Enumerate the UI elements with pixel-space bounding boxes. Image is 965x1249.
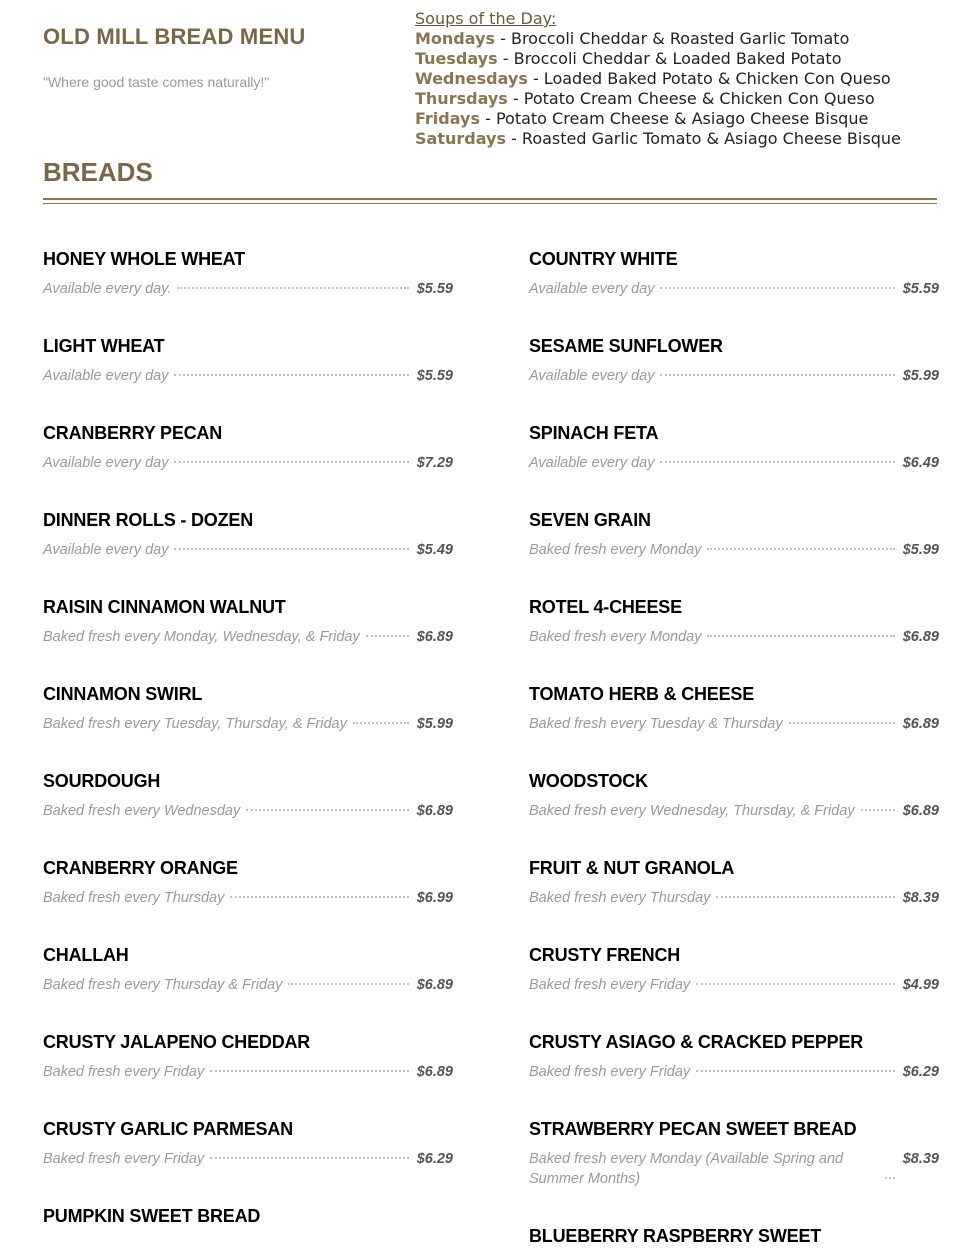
menu-item <box>529 246 939 333</box>
item-detail <box>529 1062 939 1082</box>
item-spacer <box>529 647 939 681</box>
item-name: SOURDOUGH <box>43 771 161 791</box>
item-name: SEVEN GRAIN <box>529 510 651 530</box>
item-price: $6.89 <box>902 629 939 645</box>
item-detail <box>529 366 939 386</box>
item-detail <box>43 888 453 908</box>
item-description: Available every day. <box>43 281 172 297</box>
item-spacer <box>43 908 453 942</box>
item-price: $6.99 <box>416 890 453 906</box>
soup-text: - Loaded Baked Potato & Chicken Con Queso <box>527 69 891 88</box>
item-description: Available every day <box>43 368 169 384</box>
item-description: Available every day <box>529 368 655 384</box>
dot-leader <box>696 983 895 985</box>
item-price: $6.89 <box>416 803 453 819</box>
item-spacer <box>43 386 453 420</box>
item-description: Available every day <box>43 542 169 558</box>
item-name: HONEY WHOLE WHEAT <box>43 249 245 269</box>
item-spacer <box>529 821 939 855</box>
menu-item <box>43 246 453 333</box>
menu-item <box>529 1223 939 1249</box>
dot-leader <box>210 1157 409 1159</box>
item-description: Baked fresh every Wednesday, Thursday, & Friday <box>529 803 855 819</box>
item-detail <box>43 1149 453 1169</box>
item-spacer <box>529 995 939 1029</box>
item-description: Baked fresh every Monday <box>529 629 702 645</box>
item-spacer <box>43 995 453 1029</box>
dot-leader <box>174 374 408 376</box>
item-detail <box>43 540 453 560</box>
soup-day: Tuesdays <box>415 49 498 68</box>
soup-text: - Potato Cream Cheese & Asiago Cheese Bisque <box>480 109 869 128</box>
item-description: Baked fresh every Friday <box>43 1151 205 1167</box>
item-name: CRUSTY JALAPENO CHEDDAR <box>43 1032 311 1052</box>
dot-leader <box>707 548 894 550</box>
item-detail <box>43 714 453 734</box>
dot-leader <box>366 635 409 637</box>
item-spacer <box>529 299 939 333</box>
item-spacer <box>529 560 939 594</box>
item-detail <box>529 453 939 473</box>
item-name: CRUSTY FRENCH <box>529 945 681 965</box>
menu-item <box>43 1116 453 1203</box>
item-price: $6.89 <box>416 629 453 645</box>
dot-leader <box>177 287 408 289</box>
breads-column-right <box>529 246 939 1249</box>
menu-item <box>43 594 453 681</box>
soup-line <box>415 129 901 149</box>
menu-item <box>43 768 453 855</box>
dot-leader <box>861 809 895 811</box>
item-detail <box>43 366 453 386</box>
item-detail <box>43 627 453 647</box>
item-detail <box>529 1149 939 1189</box>
item-name: BLUEBERRY RASPBERRY SWEET <box>529 1226 822 1246</box>
item-description: Baked fresh every Monday (Available Spring and Summer Months) <box>529 1151 844 1187</box>
item-price: $6.29 <box>416 1151 453 1167</box>
item-detail <box>529 279 939 299</box>
item-detail <box>529 714 939 734</box>
dot-leader <box>210 1070 409 1072</box>
soup-line <box>415 69 901 89</box>
soup-day: Fridays <box>415 109 480 128</box>
menu-item <box>529 420 939 507</box>
item-spacer <box>529 908 939 942</box>
menu-item <box>529 768 939 855</box>
soup-day: Thursdays <box>415 89 508 108</box>
menu-item <box>529 594 939 681</box>
menu-item <box>529 1029 939 1116</box>
tagline: "Where good taste comes naturally!" <box>43 74 270 90</box>
item-price: $6.89 <box>902 716 939 732</box>
section-divider-thin <box>43 203 937 204</box>
item-spacer <box>43 1169 453 1203</box>
dot-leader <box>230 896 408 898</box>
dot-leader <box>246 809 409 811</box>
menu-item <box>43 1029 453 1116</box>
item-description: Baked fresh every Wednesday <box>43 803 241 819</box>
item-price: $5.49 <box>416 542 453 558</box>
item-name: PUMPKIN SWEET BREAD <box>43 1206 261 1226</box>
item-spacer <box>43 734 453 768</box>
item-spacer <box>43 647 453 681</box>
dot-leader <box>789 722 895 724</box>
item-name: CRANBERRY PECAN <box>43 423 223 443</box>
item-description: Baked fresh every Thursday <box>43 890 225 906</box>
item-name: SPINACH FETA <box>529 423 659 443</box>
item-name: LIGHT WHEAT <box>43 336 165 356</box>
soup-text: - Roasted Garlic Tomato & Asiago Cheese Bisque <box>505 129 901 148</box>
item-description: Baked fresh every Thursday <box>529 890 711 906</box>
item-name: CRANBERRY ORANGE <box>43 858 238 878</box>
dot-leader <box>288 983 408 985</box>
menu-item <box>43 333 453 420</box>
dot-leader <box>353 722 409 724</box>
soup-text: - Potato Cream Cheese & Chicken Con Queso <box>507 89 875 108</box>
soup-line <box>415 29 901 49</box>
soup-line <box>415 89 901 109</box>
item-detail <box>43 279 453 299</box>
dot-leader <box>660 374 894 376</box>
item-spacer <box>529 734 939 768</box>
item-spacer <box>43 299 453 333</box>
menu-item <box>43 420 453 507</box>
item-price: $5.99 <box>416 716 453 732</box>
item-name: CHALLAH <box>43 945 129 965</box>
breads-column-left <box>43 246 453 1229</box>
item-price: $5.99 <box>902 368 939 384</box>
dot-leader <box>696 1070 895 1072</box>
item-spacer <box>529 473 939 507</box>
item-price: $4.99 <box>902 977 939 993</box>
soup-day: Mondays <box>415 29 496 48</box>
item-spacer <box>43 473 453 507</box>
dot-leader <box>174 548 408 550</box>
item-description: Available every day <box>529 281 655 297</box>
dot-leader <box>716 896 894 898</box>
dot-leader <box>660 287 894 289</box>
item-detail <box>529 801 939 821</box>
menu-item <box>529 1116 939 1223</box>
item-name: TOMATO HERB & CHEESE <box>529 684 755 704</box>
menu-item <box>43 507 453 594</box>
item-price: $6.89 <box>416 1064 453 1080</box>
menu-item <box>43 1203 453 1229</box>
dot-leader <box>174 461 408 463</box>
item-name: DINNER ROLLS - DOZEN <box>43 510 253 530</box>
item-description: Baked fresh every Friday <box>529 1064 691 1080</box>
dot-leader <box>885 1177 895 1179</box>
item-description: Baked fresh every Thursday & Friday <box>43 977 283 993</box>
item-name: FRUIT & NUT GRANOLA <box>529 858 735 878</box>
soups-heading: Soups of the Day: <box>415 9 557 28</box>
item-detail <box>529 888 939 908</box>
dot-leader <box>707 635 894 637</box>
item-description: Available every day <box>43 455 169 471</box>
section-title-breads: BREADS <box>43 157 153 187</box>
soup-day: Saturdays <box>415 129 506 148</box>
item-name: STRAWBERRY PECAN SWEET BREAD <box>529 1119 857 1139</box>
soup-line <box>415 49 901 69</box>
item-detail <box>529 540 939 560</box>
section-divider <box>43 198 937 200</box>
item-price: $6.89 <box>416 977 453 993</box>
item-price: $6.49 <box>902 455 939 471</box>
item-description: Baked fresh every Tuesday, Thursday, & Friday <box>43 716 347 732</box>
menu-item <box>43 942 453 1029</box>
item-price: $7.29 <box>416 455 453 471</box>
menu-title: OLD MILL BREAD MENU <box>43 24 306 49</box>
menu-item <box>529 333 939 420</box>
item-price: $5.59 <box>416 281 453 297</box>
menu-item <box>529 507 939 594</box>
item-detail <box>43 975 453 995</box>
item-spacer <box>43 821 453 855</box>
item-spacer <box>529 1082 939 1116</box>
item-spacer <box>529 386 939 420</box>
menu-item <box>43 681 453 768</box>
item-name: WOODSTOCK <box>529 771 648 791</box>
item-spacer <box>529 1189 939 1223</box>
item-name: CRUSTY GARLIC PARMESAN <box>43 1119 293 1139</box>
item-price: $5.59 <box>416 368 453 384</box>
item-spacer <box>43 1082 453 1116</box>
menu-item <box>529 681 939 768</box>
item-description: Baked fresh every Tuesday & Thursday <box>529 716 783 732</box>
item-detail <box>43 801 453 821</box>
dot-leader <box>660 461 894 463</box>
item-name: CINNAMON SWIRL <box>43 684 203 704</box>
item-description: Baked fresh every Friday <box>529 977 691 993</box>
item-description: Baked fresh every Monday, Wednesday, & Friday <box>43 629 360 645</box>
item-price: $5.59 <box>902 281 939 297</box>
item-name: SESAME SUNFLOWER <box>529 336 723 356</box>
item-name: CRUSTY ASIAGO & CRACKED PEPPER <box>529 1032 864 1052</box>
item-detail <box>529 975 939 995</box>
item-price: $8.39 <box>902 1151 939 1167</box>
item-description: Baked fresh every Monday <box>529 542 702 558</box>
item-name: RAISIN CINNAMON WALNUT <box>43 597 286 617</box>
item-description: Baked fresh every Friday <box>43 1064 205 1080</box>
menu-item <box>529 855 939 942</box>
item-detail <box>529 627 939 647</box>
soups-of-the-day <box>415 9 901 149</box>
item-price: $6.29 <box>902 1064 939 1080</box>
item-price: $8.39 <box>902 890 939 906</box>
item-price: $6.89 <box>902 803 939 819</box>
soup-text: - Broccoli Cheddar & Loaded Baked Potato <box>497 49 842 68</box>
item-description: Available every day <box>529 455 655 471</box>
item-detail <box>43 453 453 473</box>
soup-text: - Broccoli Cheddar & Roasted Garlic Tomato <box>495 29 850 48</box>
item-detail <box>43 1062 453 1082</box>
item-price: $5.99 <box>902 542 939 558</box>
soup-day: Wednesdays <box>415 69 528 88</box>
item-name: ROTEL 4-CHEESE <box>529 597 682 617</box>
item-name: COUNTRY WHITE <box>529 249 678 269</box>
menu-item <box>43 855 453 942</box>
soup-line <box>415 109 901 129</box>
item-spacer <box>43 560 453 594</box>
menu-item <box>529 942 939 1029</box>
